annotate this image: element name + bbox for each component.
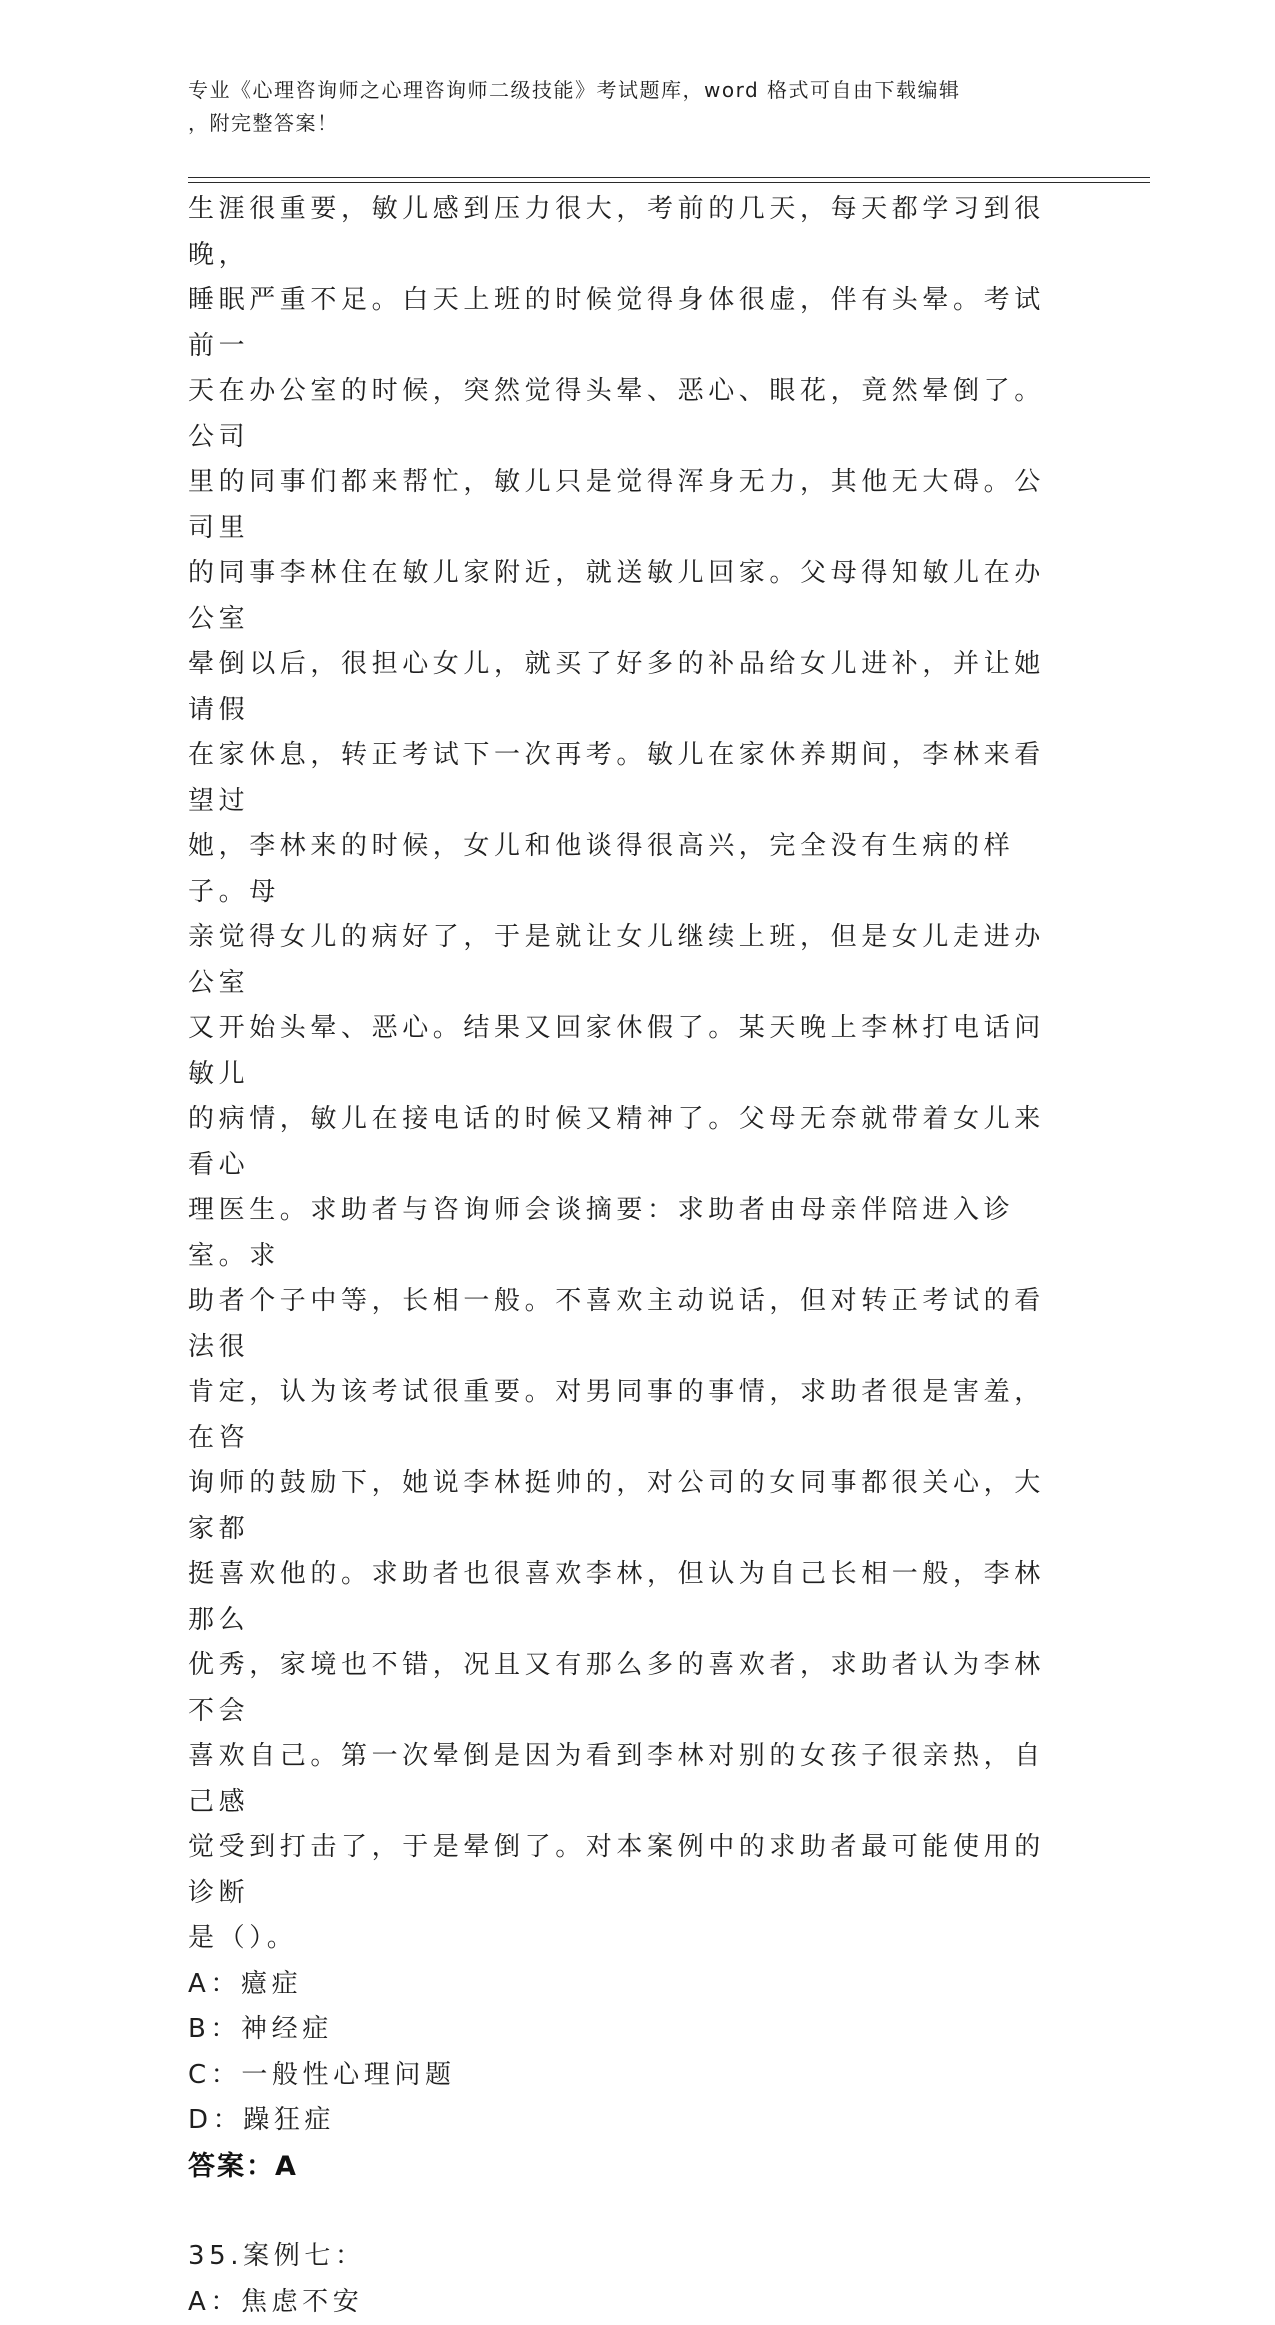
option-b: B：神经症 — [188, 2007, 1068, 2053]
stem-line: 她，李林来的时候，女儿和他谈得很高兴，完全没有生病的样子。母 — [188, 824, 1068, 915]
stem-line: 的病情，敏儿在接电话的时候又精神了。父母无奈就带着女儿来看心 — [188, 1097, 1068, 1188]
stem-line: 觉受到打击了，于是晕倒了。对本案例中的求助者最可能使用的诊断 — [188, 1825, 1068, 1916]
stem-line: 又开始头晕、恶心。结果又回家休假了。某天晚上李林打电话问敏儿 — [188, 1006, 1068, 1097]
stem-line: 里的同事们都来帮忙，敏儿只是觉得浑身无力，其他无大碍。公司里 — [188, 460, 1068, 551]
answer-key: 答案：A — [188, 2144, 1068, 2190]
stem-line: 询师的鼓励下，她说李林挺帅的，对公司的女同事都很关心，大家都 — [188, 1461, 1068, 1552]
stem-line: 睡眠严重不足。白天上班的时候觉得身体很虚，伴有头晕。考试前一 — [188, 278, 1068, 369]
option-a: A：癔症 — [188, 1962, 1068, 2008]
stem-line: 助者个子中等，长相一般。不喜欢主动说话，但对转正考试的看法很 — [188, 1279, 1068, 1370]
option-d: D：躁狂症 — [188, 2098, 1068, 2144]
question-stem — [188, 187, 1068, 1962]
next-question-title: 35.案例七： — [188, 2234, 1068, 2280]
stem-line: 挺喜欢他的。求助者也很喜欢李林，但认为自己长相一般，李林那么 — [188, 1552, 1068, 1643]
stem-line: 优秀，家境也不错，况且又有那么多的喜欢者，求助者认为李林不会 — [188, 1643, 1068, 1734]
stem-line: 亲觉得女儿的病好了，于是就让女儿继续上班，但是女儿走进办公室 — [188, 915, 1068, 1006]
next-option-a: A：焦虑不安 — [188, 2280, 1068, 2325]
question-content — [188, 187, 1068, 2325]
answer-options — [188, 1962, 1068, 2144]
stem-line: 晕倒以后，很担心女儿，就买了好多的补品给女儿进补，并让她请假 — [188, 642, 1068, 733]
header-line-1: 专业《心理咨询师之心理咨询师二级技能》考试题库，word 格式可自由下载编辑 — [188, 74, 1088, 107]
header-line-2: ，附完整答案！ — [188, 107, 1088, 140]
stem-line: 肯定，认为该考试很重要。对男同事的事情，求助者很是害羞，在咨 — [188, 1370, 1068, 1461]
section-spacer — [188, 2189, 1068, 2234]
option-c: C：一般性心理问题 — [188, 2053, 1068, 2099]
stem-line: 理医生。求助者与咨询师会谈摘要：求助者由母亲伴陪进入诊室。求 — [188, 1188, 1068, 1279]
stem-line: 喜欢自己。第一次晕倒是因为看到李林对别的女孩子很亲热，自己感 — [188, 1734, 1068, 1825]
stem-line: 生涯很重要，敏儿感到压力很大，考前的几天，每天都学习到很晚， — [188, 187, 1068, 278]
document-header — [188, 74, 1088, 140]
stem-line: 的同事李林住在敏儿家附近，就送敏儿回家。父母得知敏儿在办公室 — [188, 551, 1068, 642]
header-rule-bottom — [188, 182, 1150, 183]
stem-line: 是（）。 — [188, 1916, 1068, 1962]
stem-line: 在家休息，转正考试下一次再考。敏儿在家休养期间，李林来看望过 — [188, 733, 1068, 824]
stem-line: 天在办公室的时候，突然觉得头晕、恶心、眼花，竟然晕倒了。公司 — [188, 369, 1068, 460]
header-rule-top — [188, 177, 1150, 178]
